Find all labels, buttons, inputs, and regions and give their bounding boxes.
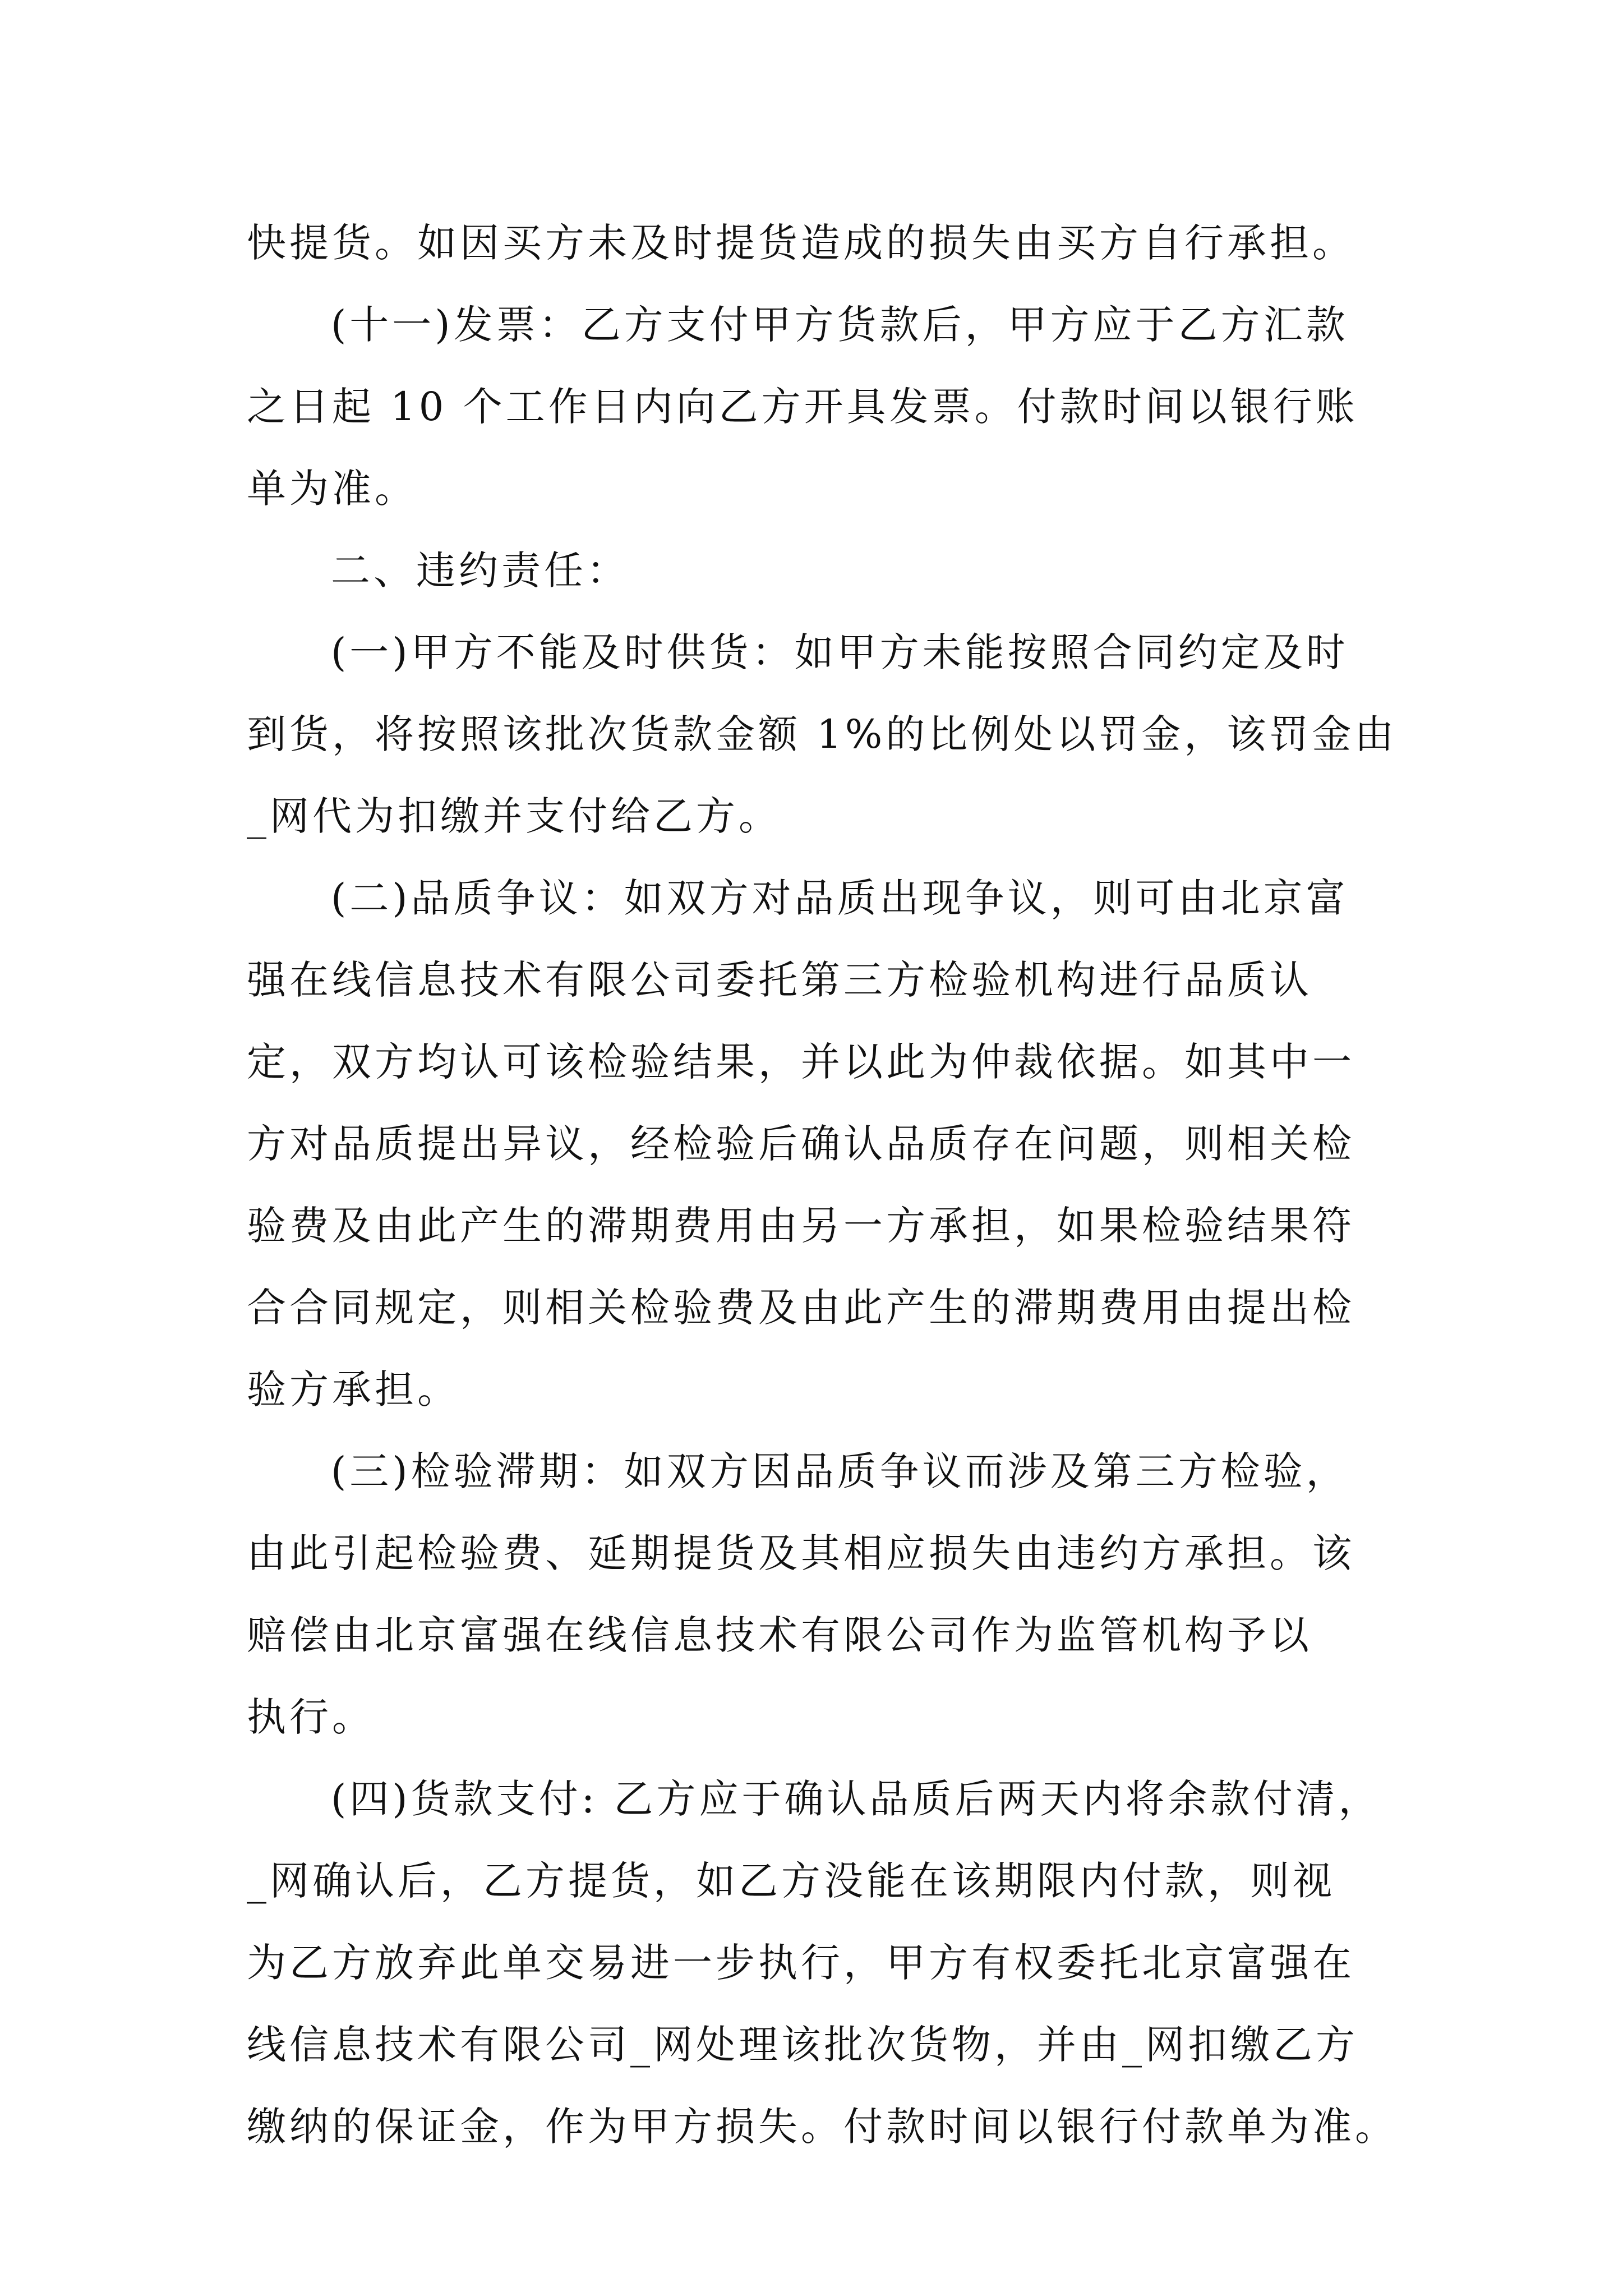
- text-line: 快提货。如因买方未及时提货造成的损失由买方自行承担。: [247, 220, 1355, 266]
- text-line: 验方承担。: [247, 1366, 460, 1412]
- text-line: 到货，将按照该批次货款金额 1%的比例处以罚金，该罚金由: [247, 711, 1398, 757]
- section-heading: 二、违约责任：: [331, 547, 629, 593]
- text-line: (一)甲方不能及时供货：如甲方未能按照合同约定及时: [331, 629, 1349, 675]
- text-line: 缴纳的保证金，作为甲方损失。付款时间以银行付款单为准。: [247, 2104, 1398, 2150]
- contract-body-text: [247, 202, 1398, 2168]
- text-line: _网确认后，乙方提货，如乙方没能在该期限内付款，则视: [247, 1858, 1335, 1904]
- text-line: 之日起 10 个工作日内向乙方开具发票。付款时间以银行账: [247, 384, 1358, 430]
- text-line: (十一)发票：乙方支付甲方货款后，甲方应于乙方汇款: [331, 302, 1349, 348]
- text-line: 验费及由此产生的滞期费用由另一方承担，如果检验结果符: [247, 1203, 1355, 1249]
- text-line: _网代为扣缴并支付给乙方。: [247, 793, 781, 839]
- text-line: 为乙方放弃此单交易进一步执行，甲方有权委托北京富强在: [247, 1940, 1355, 1986]
- text-line: (二)品质争议：如双方对品质出现争议，则可由北京富: [331, 875, 1349, 921]
- text-line: 合合同规定，则相关检验费及由此产生的滞期费用由提出检: [247, 1285, 1355, 1331]
- text-line: 强在线信息技术有限公司委托第三方检验机构进行品质认: [247, 957, 1312, 1003]
- text-line: (三)检验滞期：如双方因品质争议而涉及第三方检验，: [331, 1448, 1349, 1494]
- text-line: 执行。: [247, 1694, 375, 1740]
- text-line: 定，双方均认可该检验结果，并以此为仲裁依据。如其中一: [247, 1039, 1355, 1085]
- text-line: 方对品质提出异议，经检验后确认品质存在问题，则相关检: [247, 1121, 1355, 1167]
- text-line: 由此引起检验费、延期提货及其相应损失由违约方承担。该: [247, 1530, 1355, 1576]
- text-line: (四)货款支付: 乙方应于确认品质后两天内将余款付清，: [331, 1776, 1381, 1822]
- text-line: 赔偿由北京富强在线信息技术有限公司作为监管机构予以: [247, 1612, 1312, 1658]
- text-line: 单为准。: [247, 466, 417, 512]
- text-line: 线信息技术有限公司_网处理该批次货物，并由_网扣缴乙方: [247, 2022, 1358, 2068]
